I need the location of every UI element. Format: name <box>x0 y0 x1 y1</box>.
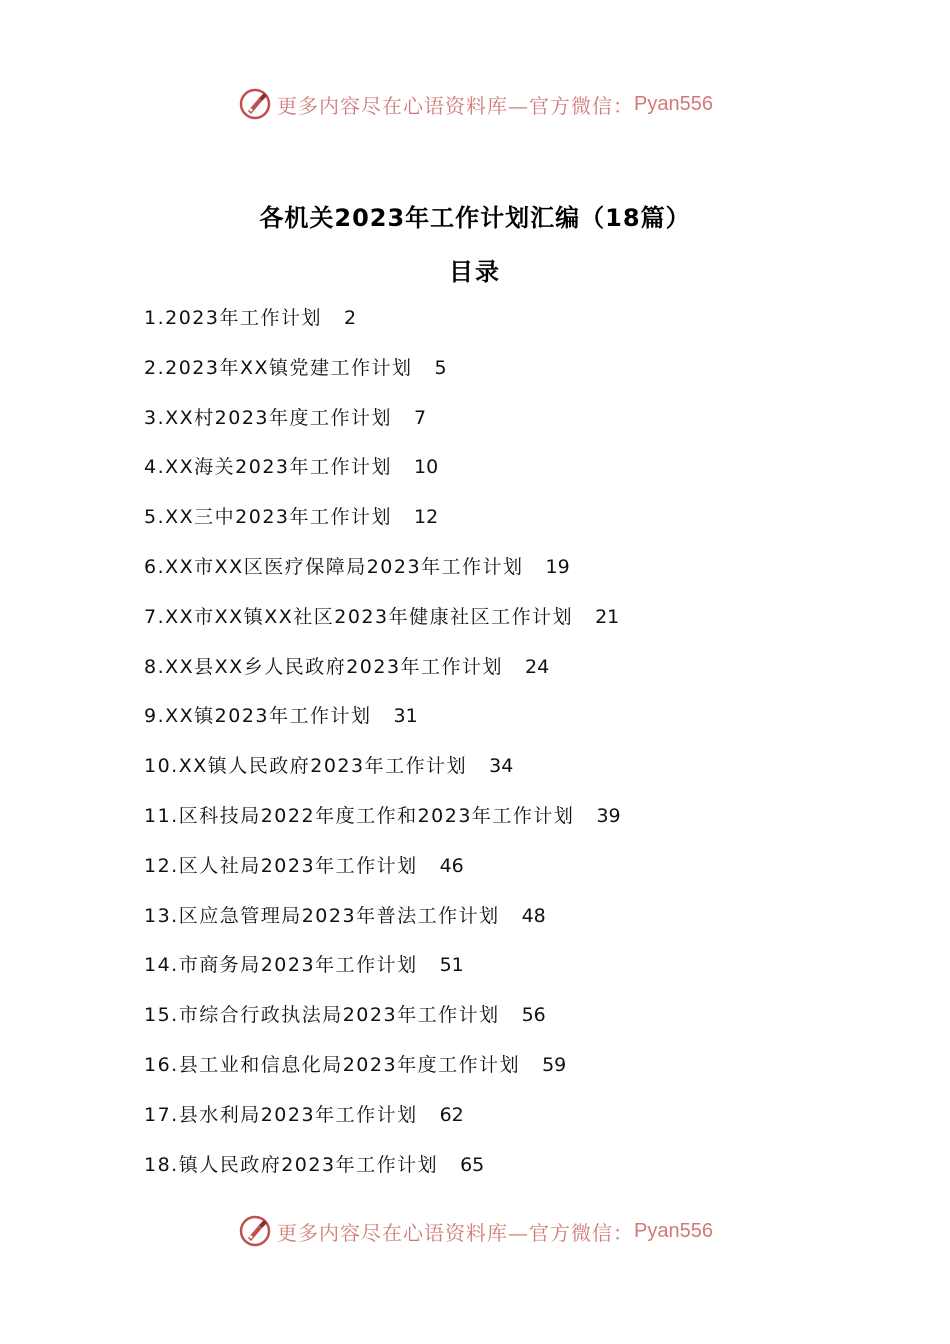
toc-entry-page: 5 <box>434 356 447 379</box>
toc-entry-label: 17.县水利局2023年工作计划 <box>144 1103 418 1126</box>
toc-entry[interactable] <box>144 449 844 499</box>
toc-entry-label: 7.XX市XX镇XX社区2023年健康社区工作计划 <box>144 605 574 628</box>
toc-entry[interactable] <box>144 1047 844 1097</box>
toc-entry[interactable] <box>144 1147 844 1197</box>
toc-entry-label: 9.XX镇2023年工作计划 <box>144 705 372 728</box>
footer-watermark-banner <box>0 1209 950 1253</box>
toc-entry[interactable] <box>144 400 844 450</box>
toc-entry-page: 31 <box>393 705 418 728</box>
toc-entry-label: 6.XX市XX区医疗保障局2023年工作计划 <box>144 555 524 578</box>
toc-entry[interactable] <box>144 649 844 699</box>
header-watermark-banner <box>0 82 950 126</box>
toc-entry-page: 24 <box>525 655 550 678</box>
toc-entry-page: 51 <box>439 954 464 977</box>
toc-entry[interactable] <box>144 898 844 948</box>
toc-entry[interactable] <box>144 748 844 798</box>
toc-entry-label: 11.区科技局2022年度工作和2023年工作计划 <box>144 804 575 827</box>
toc-entry-page: 46 <box>439 854 464 877</box>
toc-entry-label: 8.XX县XX乡人民政府2023年工作计划 <box>144 655 504 678</box>
toc-entry-label: 15.市综合行政执法局2023年工作计划 <box>144 1004 500 1027</box>
pen-nib-logo-icon <box>237 86 273 122</box>
toc-entry-label: 1.2023年工作计划 <box>144 307 322 329</box>
toc-entry-label: 13.区应急管理局2023年普法工作计划 <box>144 904 500 927</box>
toc-entry-page: 62 <box>439 1103 464 1126</box>
toc-entry-page: 39 <box>596 804 621 827</box>
toc-entry-page: 65 <box>460 1153 485 1176</box>
toc-entry-page: 7 <box>414 406 427 429</box>
toc-entry[interactable] <box>144 350 844 400</box>
toc-entry-page: 48 <box>521 904 546 927</box>
toc-entry-label: 18.镇人民政府2023年工作计划 <box>144 1153 439 1176</box>
toc-entry-page: 34 <box>489 755 514 778</box>
toc-entry-page: 2 <box>343 307 357 329</box>
watermark-wechat-id: Pyan556 <box>634 92 713 115</box>
toc-entry[interactable] <box>144 798 844 848</box>
toc-entry[interactable] <box>144 499 844 549</box>
toc-entry-label: 3.XX村2023年度工作计划 <box>144 406 393 429</box>
toc-entry-page: 56 <box>521 1004 546 1027</box>
toc-entry[interactable] <box>144 698 844 748</box>
toc-entry-page: 12 <box>414 506 439 529</box>
table-of-contents <box>144 300 844 1196</box>
watermark-wechat-id: Pyan556 <box>634 1219 713 1242</box>
toc-entry-label: 16.县工业和信息化局2023年度工作计划 <box>144 1053 521 1076</box>
toc-entry-page: 59 <box>542 1053 567 1076</box>
toc-entry[interactable] <box>144 997 844 1047</box>
watermark-text: 更多内容尽在心语资料库—官方微信： <box>277 1220 635 1245</box>
toc-entry[interactable] <box>144 1097 844 1147</box>
toc-entry-label: 4.XX海关2023年工作计划 <box>144 456 393 479</box>
toc-entry[interactable] <box>144 947 844 997</box>
pen-nib-logo-icon <box>237 1213 273 1249</box>
watermark-text: 更多内容尽在心语资料库—官方微信： <box>277 93 635 118</box>
toc-entry-label: 14.市商务局2023年工作计划 <box>144 954 418 977</box>
document-title: 各机关2023年工作计划汇编（18篇） <box>259 204 691 232</box>
toc-entry[interactable] <box>144 300 844 350</box>
toc-heading: 目录 <box>449 258 501 286</box>
toc-entry-label: 12.区人社局2023年工作计划 <box>144 854 418 877</box>
toc-entry[interactable] <box>144 848 844 898</box>
toc-entry[interactable] <box>144 599 844 649</box>
toc-entry-label: 2.2023年XX镇党建工作计划 <box>144 356 413 379</box>
toc-entry[interactable] <box>144 549 844 599</box>
toc-entry-page: 19 <box>545 555 570 578</box>
toc-entry-label: 10.XX镇人民政府2023年工作计划 <box>144 755 468 778</box>
toc-entry-page: 21 <box>595 605 620 628</box>
toc-entry-label: 5.XX三中2023年工作计划 <box>144 506 393 529</box>
toc-entry-page: 10 <box>414 456 439 479</box>
